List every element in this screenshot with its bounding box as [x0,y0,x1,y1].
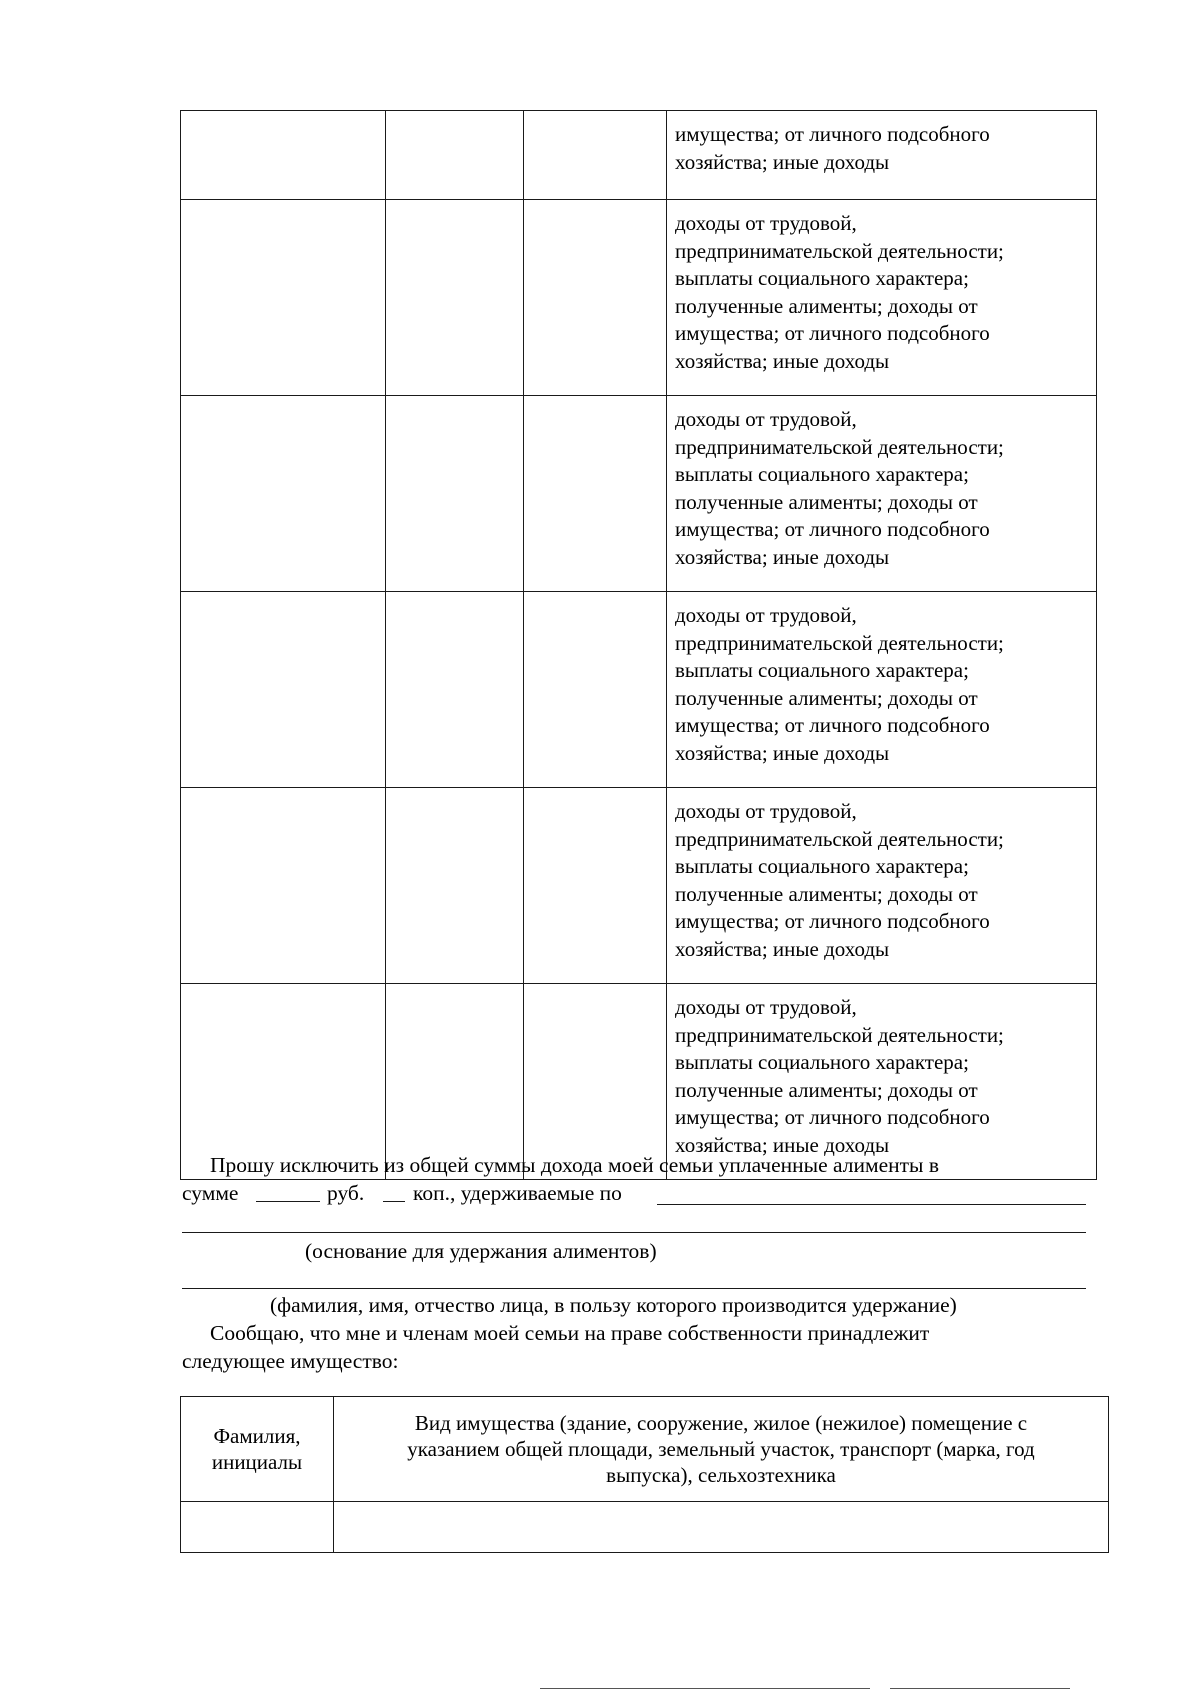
income-period-cell[interactable] [386,200,524,396]
property-statement-line: следующее имущество: [182,1349,399,1373]
family-member-cell[interactable] [181,788,386,984]
property-table [180,1396,1109,1553]
owner-name-header-text: Фамилия, инициалы [211,1424,303,1474]
income-period-cell[interactable] [386,396,524,592]
income-period-cell[interactable] [386,111,524,200]
property-statement-line: Сообщаю, что мне и членам моей семьи на праве собственности принадлежит [210,1321,930,1345]
income-period-cell[interactable] [386,788,524,984]
income-amount-cell[interactable] [524,396,667,592]
income-amount-cell[interactable] [524,111,667,200]
family-member-cell[interactable] [181,200,386,396]
income-types-text: доходы от трудовой, предпринимательской деятельности; выплаты социального характера; полученные алименты; доходы от имущества; от личного подсобного хозяйства; иные доходы [675,799,1004,961]
alimony-basis-field-continued[interactable] [182,1232,1086,1233]
income-amount-cell[interactable] [524,200,667,396]
rub-label: руб. [327,1181,365,1205]
income-table-row [181,788,1097,984]
alimony-basis-field[interactable] [657,1204,1086,1205]
alimony-sum-line [182,1180,238,1207]
family-member-cell[interactable] [181,111,386,200]
sum-label: сумме [182,1181,239,1205]
owner-name-header [181,1397,334,1502]
income-types-text: доходы от трудовой, предпринимательской деятельности; выплаты социального характера; полученные алименты; доходы от имущества; от личного подсобного хозяйства; иные доходы [675,995,1004,1157]
income-amount-cell[interactable] [524,788,667,984]
income-types-cell [667,111,1097,200]
income-amount-cell[interactable] [524,984,667,1180]
property-type-header-text: Вид имущества (здание, сооружение, жилое (нежилое) помещение с указанием общей площади, земельный участок, транспорт (марка, год выпуска), сельхозтехника [407,1411,1035,1487]
income-types-text: доходы от трудовой, предпринимательской деятельности; выплаты социального характера; полученные алименты; доходы от имущества; от личного подсобного хозяйства; иные доходы [675,211,1004,373]
scan-edge-line [890,1688,1070,1689]
income-types-cell [667,200,1097,396]
property-type-header [334,1397,1109,1502]
kop-amount-field[interactable] [383,1201,405,1202]
alimony-request-line: Прошу исключить из общей суммы дохода моей семьи уплаченные алименты в [210,1153,940,1177]
rub-amount-field[interactable] [256,1201,320,1202]
income-types-text: доходы от трудовой, предпринимательской деятельности; выплаты социального характера; полученные алименты; доходы от имущества; от личного подсобного хозяйства; иные доходы [675,603,1004,765]
income-table-row [181,111,1097,200]
income-table-row [181,200,1097,396]
scan-edge-line [540,1688,870,1689]
income-table-row [181,592,1097,788]
income-table [180,110,1097,1180]
basis-caption: (основание для удержания алиментов) [305,1239,657,1263]
family-member-cell[interactable] [181,396,386,592]
property-table-header [181,1397,1109,1502]
recipient-caption: (фамилия, имя, отчество лица, в пользу которого производится удержание) [270,1293,957,1317]
income-period-cell[interactable] [386,592,524,788]
income-table-row [181,396,1097,592]
property-table-row [181,1502,1109,1553]
income-types-cell [667,984,1097,1180]
income-amount-cell[interactable] [524,592,667,788]
income-types-text: имущества; от личного подсобного хозяйства; иные доходы [675,122,990,174]
income-period-cell[interactable] [386,984,524,1180]
alimony-recipient-field[interactable] [182,1288,1086,1289]
income-types-cell [667,592,1097,788]
income-types-cell [667,396,1097,592]
property-type-cell[interactable] [334,1502,1109,1553]
kop-label: коп., удерживаемые по [413,1181,622,1205]
family-member-cell[interactable] [181,592,386,788]
owner-name-cell[interactable] [181,1502,334,1553]
family-member-cell[interactable] [181,984,386,1180]
income-types-text: доходы от трудовой, предпринимательской деятельности; выплаты социального характера; полученные алименты; доходы от имущества; от личного подсобного хозяйства; иные доходы [675,407,1004,569]
income-types-cell [667,788,1097,984]
income-table-row [181,984,1097,1180]
